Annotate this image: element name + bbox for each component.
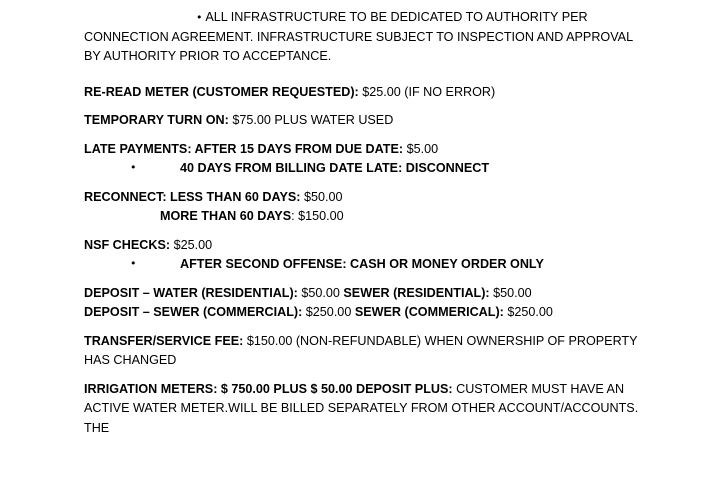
item-transfer-service-fee [84,332,640,371]
sub-bullet-value: DISCONNECT [405,161,490,176]
item-irrigation-meters [84,380,640,439]
item-value: $25.00 (IF NO ERROR) [362,84,496,99]
bullet-icon: • [196,11,203,25]
intro-bullet-text: ALL INFRASTRUCTURE TO BE DEDICATED TO AUTHORITY PER CONNECTION AGREEMENT. INFRASTRUCTURE SUBJECT TO INSPECTION AND APPROVAL BY AUTHORITY PRIOR TO ACCEPTANCE. [84,10,633,64]
intro-bullet-paragraph [84,8,640,67]
spacer [84,275,640,284]
item-value-4: $250.00 [507,305,553,320]
item-late-payments [84,140,640,160]
item-label: TRANSFER/SERVICE FEE: [84,333,244,348]
sub-bullet-value: CASH OR MONEY ORDER ONLY [350,257,544,272]
spacer [84,131,640,140]
item-deposit-sewer-commercial [84,303,640,323]
item-nsf-checks [84,236,640,256]
item-label: LATE PAYMENTS: AFTER 15 DAYS FROM DUE DATE: [84,141,404,156]
item-deposit-water-residential [84,284,640,304]
item-label-2: MORE THAN 60 DAYS [160,209,292,224]
spacer [84,179,640,188]
item-value: $5.00 [406,141,439,156]
item-label: TEMPORARY TURN ON: [84,113,229,128]
item-value: $150.00 (NON-REFUNDABLE) WHEN OWNERSHIP OF PROPERTY HAS CHANGED [84,333,638,368]
item-value: $50.00 [301,285,340,300]
item-reconnect-second-line [84,207,640,227]
sub-bullet-label: AFTER SECOND OFFENSE: [180,257,347,272]
item-label-4: SEWER (COMMERICAL): [354,305,504,320]
item-late-payments-sub-bullet [84,159,640,179]
item-label: NSF CHECKS: [84,237,171,252]
item-value: $50.00 [303,189,343,204]
item-label: DEPOSIT – WATER (RESIDENTIAL): [84,285,298,300]
item-label: RECONNECT: LESS THAN 60 DAYS: [84,189,301,204]
bullet-icon: • [130,257,137,271]
item-label: IRRIGATION METERS: $ 750.00 PLUS $ 50.00 DEPOSIT PLUS: [84,381,453,396]
sub-bullet-text [130,159,489,179]
item-label-2: SEWER (RESIDENTIAL): [343,285,490,300]
sub-bullet-text [130,255,544,275]
item-value: $75.00 PLUS WATER USED [232,113,394,128]
item-value-2: $50.00 [493,285,532,300]
item-value-2: : $150.00 [291,209,344,224]
item-nsf-checks-sub-bullet [84,255,640,275]
sub-bullet-label: 40 DAYS FROM BILLING DATE LATE: [180,161,403,176]
bullet-icon: • [130,161,137,175]
spacer [84,323,640,332]
spacer [84,227,640,236]
spacer [84,371,640,380]
spacer [84,102,640,111]
spacer [84,67,640,83]
item-label: RE-READ METER (CUSTOMER REQUESTED): [84,84,359,99]
item-value-3: $250.00 [305,305,352,320]
item-value: $25.00 [173,237,213,252]
item-reconnect [84,188,640,208]
item-re-read-meter [84,83,640,103]
item-temporary-turn-on [84,111,640,131]
item-label-3: DEPOSIT – SEWER (COMMERCIAL): [84,305,303,320]
item-value: CUSTOMER MUST HAVE AN ACTIVE WATER METER.WILL BE BILLED SEPARATELY FROM OTHER ACCOUNT/ACCOUNTS. THE [84,381,639,435]
